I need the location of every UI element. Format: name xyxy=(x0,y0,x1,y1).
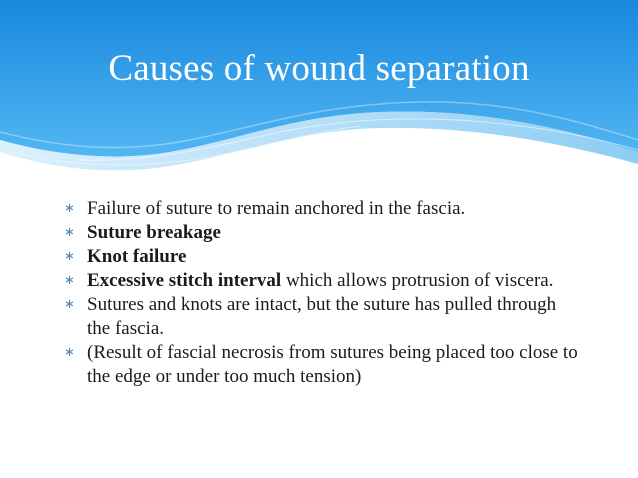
bullet-item xyxy=(64,197,584,221)
bullet-bold-text: Knot failure xyxy=(87,246,187,267)
asterisk-bullet-icon: ∗ xyxy=(64,225,75,240)
bullet-item xyxy=(64,245,584,269)
asterisk-bullet-icon: ∗ xyxy=(64,345,75,360)
bullet-item xyxy=(64,293,584,341)
bullet-item xyxy=(64,341,584,389)
bullet-text: Failure of suture to remain anchored in the fascia. xyxy=(87,198,466,219)
bullet-list xyxy=(64,197,584,389)
title-banner xyxy=(0,0,638,185)
bullet-text: Sutures and knots are intact, but the suture has pulled through the fascia. xyxy=(87,294,557,339)
asterisk-bullet-icon: ∗ xyxy=(64,249,75,264)
bullet-item xyxy=(64,269,584,293)
bullet-text: (Result of fascial necrosis from sutures being placed too close to the edge or under too much tension) xyxy=(87,342,578,387)
asterisk-bullet-icon: ∗ xyxy=(64,273,75,288)
asterisk-bullet-icon: ∗ xyxy=(64,201,75,216)
slide-title: Causes of wound separation xyxy=(108,48,530,89)
bullet-bold-text: Excessive stitch interval xyxy=(87,270,282,291)
bullet-bold-text: Suture breakage xyxy=(87,222,221,243)
bullet-text: which allows protrusion of viscera. xyxy=(281,270,554,291)
banner-wave-graphic xyxy=(0,0,638,185)
asterisk-bullet-icon: ∗ xyxy=(64,297,75,312)
bullet-item xyxy=(64,221,584,245)
